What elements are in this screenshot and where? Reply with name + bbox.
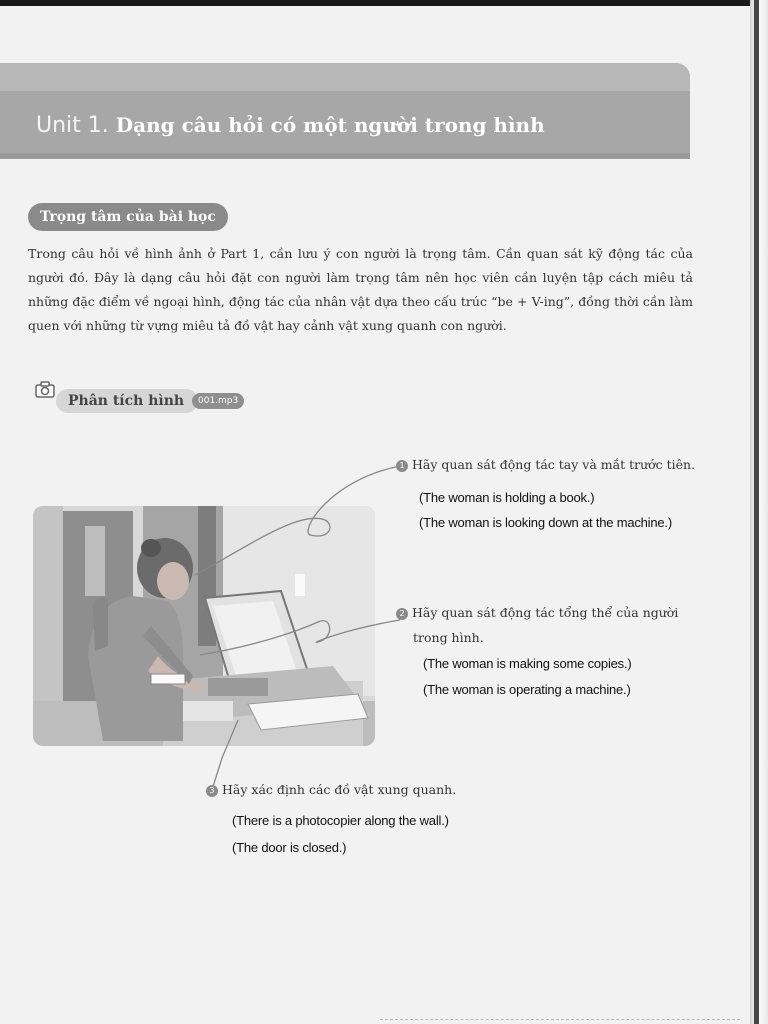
tip-number-3: 3	[206, 785, 218, 797]
header-underline	[0, 153, 690, 159]
book-spine-shadow	[754, 0, 759, 1024]
tip-2-text-line2: trong hình.	[413, 630, 484, 645]
tip-number-2: 2	[396, 608, 408, 620]
tip-number-1: 1	[396, 460, 408, 472]
book-spine	[750, 0, 768, 1024]
tip-1-example-1: (The woman is holding a book.)	[419, 490, 595, 505]
lesson-focus-label: Trọng tâm của bài học	[28, 203, 228, 231]
lesson-focus-body: Trong câu hỏi về hình ảnh ở Part 1, cần lưu ý con người là trọng tâm. Cần quan sát kỹ động tác của người đó. Đây là dạng câu hỏi đặt con người làm trọng tâm nên học viên cần luyện tập cách miêu tả những đặc điểm về ngoại hình, động tác của nhân vật dựa theo cấu trúc “be + V-ing”, đồng thời cần làm quen với những từ vựng miêu tả đồ vật hay cảnh vật xung quanh con người.	[28, 246, 693, 333]
tip-2-example-2: (The woman is operating a machine.)	[423, 682, 631, 697]
photo-illustration	[33, 506, 375, 746]
tip-2	[396, 605, 678, 620]
camera-icon	[34, 378, 56, 400]
unit-header-band	[0, 63, 690, 159]
tip-3-example-1: (There is a photocopier along the wall.)	[232, 813, 449, 828]
audio-track-badge[interactable]: 001.mp3	[192, 393, 244, 409]
tip-3-text: Hãy xác định các đồ vật xung quanh.	[222, 782, 457, 797]
tip-1	[396, 457, 695, 472]
tip-2-text-line1: Hãy quan sát động tác tổng thể của người	[412, 605, 679, 620]
unit-title	[36, 113, 545, 138]
tip-1-example-2: (The woman is looking down at the machine.)	[419, 515, 672, 530]
unit-number: Unit 1.	[36, 113, 109, 138]
photo-woman-photocopier	[33, 506, 375, 746]
picture-analysis-label: Phân tích hình	[56, 389, 198, 413]
unit-name: Dạng câu hỏi có một người trong hình	[115, 113, 545, 137]
page-bottom-rule	[380, 1019, 740, 1020]
header-stripe	[0, 63, 690, 91]
tip-1-text: Hãy quan sát động tác tay và mắt trước tiên.	[412, 457, 696, 472]
tip-3	[206, 782, 456, 797]
tip-3-example-2: (The door is closed.)	[232, 840, 347, 855]
tip-2-example-1: (The woman is making some copies.)	[423, 656, 632, 671]
